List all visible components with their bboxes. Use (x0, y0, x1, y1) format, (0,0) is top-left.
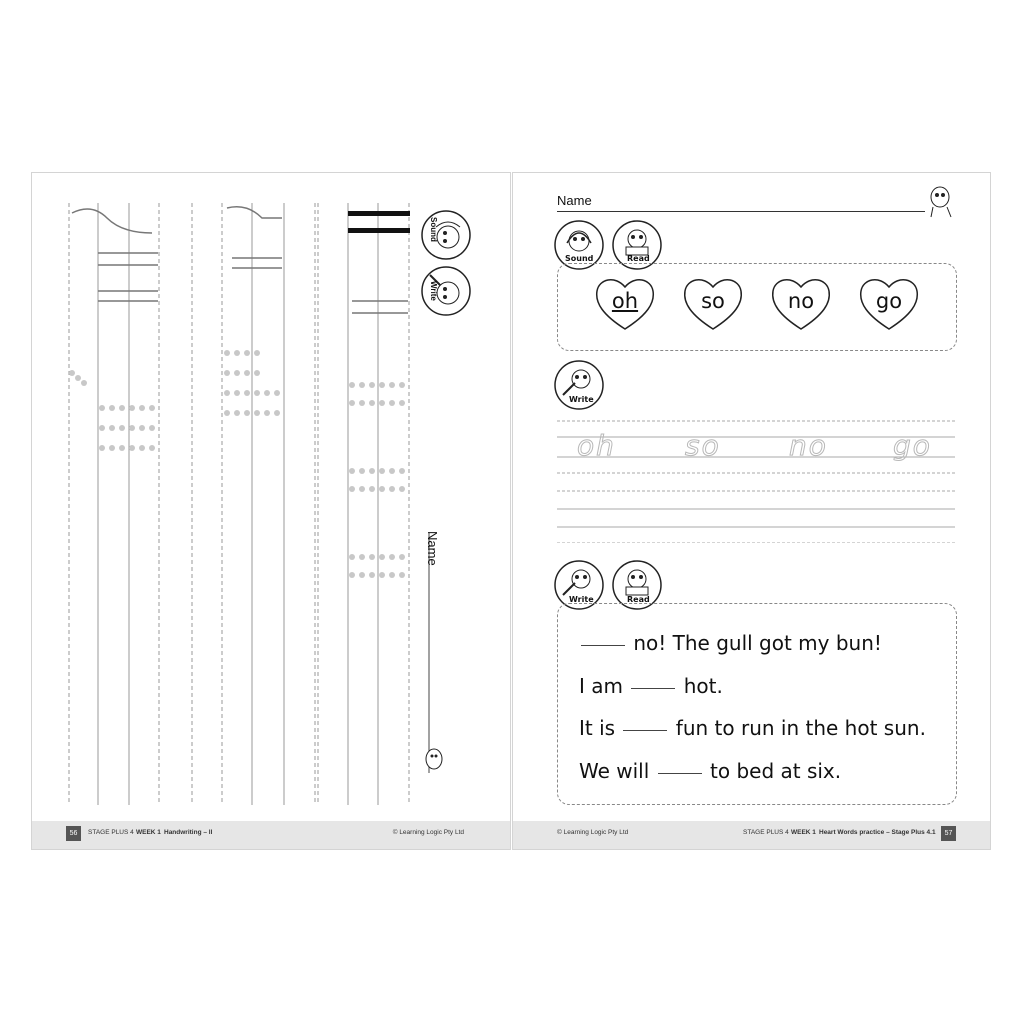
trace-word: no (789, 429, 828, 462)
heart-word: no (787, 289, 815, 313)
read-badge-label: Read (627, 595, 650, 604)
sound-badge (420, 209, 472, 261)
monkey-headphones-icon (420, 209, 472, 261)
pencil-mascot-icon (422, 745, 446, 773)
monkey-pencil-icon (420, 265, 472, 317)
right-page (512, 172, 991, 850)
footer-copyright: © Learning Logic Pty Ltd (557, 829, 629, 836)
heart-card (593, 275, 657, 333)
page-number: 57 (941, 826, 956, 841)
heart-card (769, 275, 833, 333)
write-badge-label: Write (569, 395, 594, 404)
heart-word: go (875, 289, 903, 313)
footer-week: WEEK 1 (791, 829, 816, 836)
left-footer (32, 821, 510, 849)
footer-topic: Heart Words practice – Stage Plus 4.1 (819, 829, 936, 836)
sound-badge-label: Sound (565, 254, 594, 263)
write-badge-label: Write (569, 595, 594, 604)
answer-blank[interactable] (658, 772, 702, 774)
sound-badge-label: Sound (429, 217, 438, 242)
page-number: 56 (66, 826, 81, 841)
sentence: no! The gull got my bun! (579, 631, 882, 655)
footer-stage: STAGE PLUS 4 (88, 829, 134, 836)
write-badge-label: Write (429, 281, 438, 301)
footer-topic: Handwriting – ll (164, 829, 213, 836)
name-label: Name (425, 531, 440, 566)
pencil-mascot-icon (923, 183, 957, 219)
sentence: I am hot. (579, 674, 723, 698)
read-badge-label: Read (627, 254, 650, 263)
name-label: Name (557, 193, 592, 208)
trace-word: go (893, 429, 932, 462)
heart-word: oh (611, 289, 639, 313)
footer-copyright: © Learning Logic Pty Ltd (392, 829, 464, 836)
left-page (31, 172, 511, 850)
sentence: We will to bed at six. (579, 759, 842, 783)
sentence: It is fun to run in the hot sun. (579, 716, 926, 740)
heart-card (681, 275, 745, 333)
answer-blank[interactable] (631, 687, 675, 689)
trace-word: oh (577, 429, 616, 462)
heart-word: so (701, 289, 725, 313)
name-line (557, 211, 925, 212)
write-badge (420, 265, 472, 317)
right-footer (513, 821, 990, 849)
footer-stage: STAGE PLUS 4 (743, 829, 789, 836)
answer-blank[interactable] (581, 644, 625, 646)
trace-word: so (685, 429, 721, 462)
answer-blank[interactable] (623, 729, 667, 731)
heart-card (857, 275, 921, 333)
footer-week: WEEK 1 (136, 829, 161, 836)
